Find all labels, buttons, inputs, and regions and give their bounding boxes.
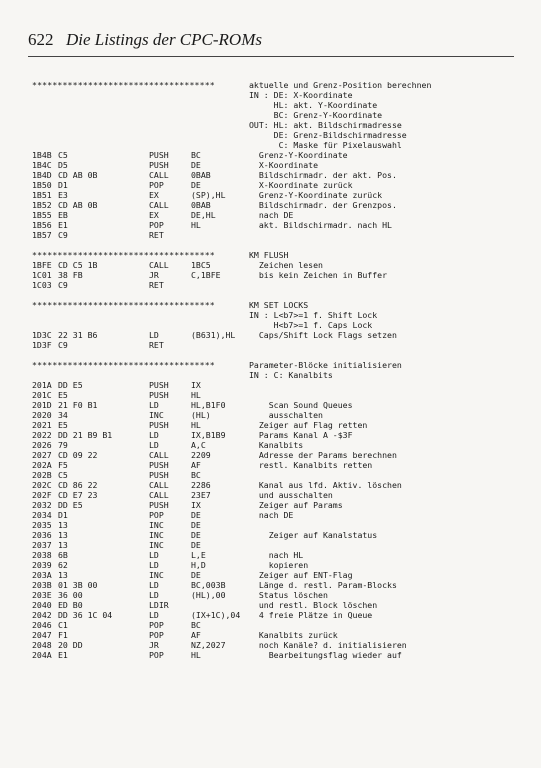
listing-line	[32, 390, 512, 400]
listing-line	[32, 630, 512, 640]
hex-bytes: 6B	[58, 550, 68, 560]
listing-line	[32, 490, 512, 500]
comment: ausschalten	[249, 410, 323, 420]
operand: BC	[191, 470, 201, 480]
hex-bytes: E1	[58, 650, 68, 660]
listing-line	[32, 360, 512, 370]
comment: und restl. Block löschen	[249, 600, 378, 610]
comment: akt. Bildschirmadr. nach HL	[249, 220, 392, 230]
comment: und ausschalten	[249, 490, 333, 500]
comment: Kanalbits zurück	[249, 630, 338, 640]
address: 203B	[32, 580, 52, 590]
mnemonic: LDIR	[149, 600, 169, 610]
hex-bytes: DD 21 B9 B1	[58, 430, 113, 440]
comment: Zeiger auf Params	[249, 500, 343, 510]
listing-line	[32, 110, 512, 120]
comment: H<b7>=1 f. Caps Lock	[249, 320, 373, 330]
hex-bytes: CD 86 22	[58, 480, 98, 490]
hex-bytes: 36 00	[58, 590, 83, 600]
address: 203A	[32, 570, 52, 580]
listing-line	[32, 170, 512, 180]
operand: IX	[191, 500, 201, 510]
operand: (IX+1C),04	[191, 610, 241, 620]
listing-line	[32, 240, 512, 250]
mnemonic: JR	[149, 640, 159, 650]
listing-line	[32, 610, 512, 620]
listing-line	[32, 190, 512, 200]
listing-line	[32, 470, 512, 480]
operand: (HL)	[191, 410, 211, 420]
mnemonic: EX	[149, 190, 159, 200]
address: 2036	[32, 530, 52, 540]
comment: Caps/Shift Lock Flags setzen	[249, 330, 397, 340]
mnemonic: RET	[149, 280, 164, 290]
hex-bytes: 21 F0 B1	[58, 400, 98, 410]
comment: Scan Sound Queues	[249, 400, 353, 410]
mnemonic: LD	[149, 560, 159, 570]
address: 1B57	[32, 230, 52, 240]
comment: Zeiger auf Flag retten	[249, 420, 368, 430]
mnemonic: POP	[149, 180, 164, 190]
address: 2034	[32, 510, 52, 520]
separator-stars: ************************************	[32, 80, 215, 90]
address: 2040	[32, 600, 52, 610]
separator-stars: ************************************	[32, 360, 215, 370]
hex-bytes: C1	[58, 620, 68, 630]
listing-line	[32, 320, 512, 330]
hex-bytes: EB	[58, 210, 68, 220]
hex-bytes: C5	[58, 150, 68, 160]
address: 2039	[32, 560, 52, 570]
operand: BC	[191, 620, 201, 630]
mnemonic: POP	[149, 650, 164, 660]
hex-bytes: 34	[58, 410, 68, 420]
listing-line	[32, 450, 512, 460]
listing-line	[32, 140, 512, 150]
address: 1C03	[32, 280, 52, 290]
comment: Status löschen	[249, 590, 328, 600]
listing-line	[32, 260, 512, 270]
comment: IN : L<b7>=1 f. Shift Lock	[249, 310, 378, 320]
operand: C,1BFE	[191, 270, 221, 280]
mnemonic: CALL	[149, 490, 169, 500]
listing-line	[32, 330, 512, 340]
listing-line	[32, 280, 512, 290]
operand: 1BC5	[191, 260, 211, 270]
listing-line	[32, 580, 512, 590]
listing-line	[32, 230, 512, 240]
comment: Kanalbits	[249, 440, 304, 450]
hex-bytes: F1	[58, 630, 68, 640]
hex-bytes: CD AB 0B	[58, 200, 98, 210]
comment: nach DE	[249, 510, 294, 520]
address: 1B50	[32, 180, 52, 190]
address: 201C	[32, 390, 52, 400]
operand: A,C	[191, 440, 206, 450]
operand: BC	[191, 150, 201, 160]
listing-line	[32, 460, 512, 470]
operand: DE	[191, 510, 201, 520]
hex-bytes: D5	[58, 160, 68, 170]
address: 202A	[32, 460, 52, 470]
comment: X-Koordinate zurück	[249, 180, 353, 190]
mnemonic: POP	[149, 630, 164, 640]
mnemonic: CALL	[149, 480, 169, 490]
hex-bytes: F5	[58, 460, 68, 470]
mnemonic: INC	[149, 410, 164, 420]
listing-line	[32, 150, 512, 160]
comment: bis kein Zeichen in Buffer	[249, 270, 388, 280]
mnemonic: POP	[149, 620, 164, 630]
operand: (HL),00	[191, 590, 226, 600]
listing-line	[32, 200, 512, 210]
mnemonic: LD	[149, 430, 159, 440]
hex-bytes: C9	[58, 340, 68, 350]
mnemonic: PUSH	[149, 470, 169, 480]
address: 2021	[32, 420, 52, 430]
address: 204A	[32, 650, 52, 660]
hex-bytes: CD E7 23	[58, 490, 98, 500]
address: 1B51	[32, 190, 52, 200]
header-rule	[28, 56, 514, 57]
comment: BC: Grenz-Y-Koordinate	[249, 110, 383, 120]
operand: HL	[191, 390, 201, 400]
comment: KM FLUSH	[249, 250, 289, 260]
comment: IN : DE: X-Koordinate	[249, 90, 353, 100]
mnemonic: INC	[149, 540, 164, 550]
listing-line	[32, 510, 512, 520]
address: 2042	[32, 610, 52, 620]
address: 1B4D	[32, 170, 52, 180]
listing-line	[32, 440, 512, 450]
hex-bytes: 20 DD	[58, 640, 83, 650]
address: 2038	[32, 550, 52, 560]
comment: 4 freie Plätze in Queue	[249, 610, 373, 620]
operand: IX	[191, 380, 201, 390]
hex-bytes: C9	[58, 280, 68, 290]
address: 2027	[32, 450, 52, 460]
comment: DE: Grenz-Bildschirmadresse	[249, 130, 407, 140]
separator-stars: ************************************	[32, 250, 215, 260]
listing-line	[32, 350, 512, 360]
address: 1B52	[32, 200, 52, 210]
listing-line	[32, 650, 512, 660]
operand: DE	[191, 570, 201, 580]
assembly-listing	[32, 80, 512, 660]
mnemonic: CALL	[149, 170, 169, 180]
listing-line	[32, 430, 512, 440]
listing-line	[32, 340, 512, 350]
listing-line	[32, 160, 512, 170]
hex-bytes: E3	[58, 190, 68, 200]
hex-bytes: ED B0	[58, 600, 83, 610]
listing-line	[32, 420, 512, 430]
comment: nach DE	[249, 210, 294, 220]
address: 2035	[32, 520, 52, 530]
operand: BC,003B	[191, 580, 226, 590]
address: 1B56	[32, 220, 52, 230]
hex-bytes: 13	[58, 540, 68, 550]
mnemonic: PUSH	[149, 390, 169, 400]
hex-bytes: E5	[58, 390, 68, 400]
hex-bytes: DD 36 1C 04	[58, 610, 113, 620]
listing-line	[32, 310, 512, 320]
address: 201D	[32, 400, 52, 410]
operand: 0BAB	[191, 170, 211, 180]
operand: 2209	[191, 450, 211, 460]
listing-line	[32, 540, 512, 550]
mnemonic: RET	[149, 340, 164, 350]
comment: Zeiger auf ENT-Flag	[249, 570, 353, 580]
listing-line	[32, 520, 512, 530]
comment: Zeiger auf Kanalstatus	[249, 530, 378, 540]
comment: aktuelle und Grenz-Position berechnen	[249, 80, 432, 90]
listing-line	[32, 500, 512, 510]
address: 1D3F	[32, 340, 52, 350]
comment: OUT: HL: akt. Bildschirmadresse	[249, 120, 402, 130]
hex-bytes: CD 09 22	[58, 450, 98, 460]
hex-bytes: 62	[58, 560, 68, 570]
operand: (SP),HL	[191, 190, 226, 200]
mnemonic: POP	[149, 510, 164, 520]
address: 2020	[32, 410, 52, 420]
operand: NZ,2027	[191, 640, 226, 650]
hex-bytes: E5	[58, 420, 68, 430]
address: 1C01	[32, 270, 52, 280]
address: 202C	[32, 480, 52, 490]
hex-bytes: C5	[58, 470, 68, 480]
address: 1D3C	[32, 330, 52, 340]
listing-line	[32, 220, 512, 230]
mnemonic: INC	[149, 520, 164, 530]
mnemonic: PUSH	[149, 500, 169, 510]
hex-bytes: E1	[58, 220, 68, 230]
listing-line	[32, 400, 512, 410]
listing-line	[32, 90, 512, 100]
address: 2046	[32, 620, 52, 630]
comment: KM SET LOCKS	[249, 300, 309, 310]
mnemonic: LD	[149, 330, 159, 340]
page-title: Die Listings der CPC-ROMs	[66, 30, 262, 49]
address: 2047	[32, 630, 52, 640]
operand: AF	[191, 630, 201, 640]
address: 1B55	[32, 210, 52, 220]
listing-line	[32, 180, 512, 190]
listing-line	[32, 290, 512, 300]
operand: HL	[191, 420, 201, 430]
address: 1BFE	[32, 260, 52, 270]
operand: DE,HL	[191, 210, 216, 220]
listing-line	[32, 300, 512, 310]
address: 2048	[32, 640, 52, 650]
comment: Länge d. restl. Param-Blocks	[249, 580, 397, 590]
comment: Bildschirmadr. der Grenzpos.	[249, 200, 397, 210]
comment: IN : C: Kanalbits	[249, 370, 333, 380]
operand: IX,B1B9	[191, 430, 226, 440]
mnemonic: CALL	[149, 450, 169, 460]
address: 201A	[32, 380, 52, 390]
listing-line	[32, 380, 512, 390]
separator-stars: ************************************	[32, 300, 215, 310]
comment: Adresse der Params berechnen	[249, 450, 397, 460]
comment: Bildschirmadr. der akt. Pos.	[249, 170, 397, 180]
page-header	[28, 30, 514, 52]
hex-bytes: CD AB 0B	[58, 170, 98, 180]
hex-bytes: 13	[58, 530, 68, 540]
operand: DE	[191, 540, 201, 550]
address: 2032	[32, 500, 52, 510]
comment: kopieren	[249, 560, 309, 570]
operand: DE	[191, 520, 201, 530]
hex-bytes: D1	[58, 180, 68, 190]
listing-line	[32, 210, 512, 220]
listing-line	[32, 250, 512, 260]
address: 202F	[32, 490, 52, 500]
operand: H,D	[191, 560, 206, 570]
mnemonic: RET	[149, 230, 164, 240]
listing-line	[32, 640, 512, 650]
operand: 0BAB	[191, 200, 211, 210]
comment: Grenz-Y-Koordinate	[249, 150, 348, 160]
listing-line	[32, 620, 512, 630]
hex-bytes: DD E5	[58, 500, 83, 510]
mnemonic: LD	[149, 590, 159, 600]
operand: AF	[191, 460, 201, 470]
operand: DE	[191, 180, 201, 190]
mnemonic: LD	[149, 610, 159, 620]
hex-bytes: DD E5	[58, 380, 83, 390]
mnemonic: LD	[149, 440, 159, 450]
mnemonic: EX	[149, 210, 159, 220]
operand: HL	[191, 220, 201, 230]
operand: DE	[191, 160, 201, 170]
listing-line	[32, 570, 512, 580]
listing-line	[32, 590, 512, 600]
mnemonic: PUSH	[149, 160, 169, 170]
hex-bytes: 22 31 B6	[58, 330, 98, 340]
mnemonic: CALL	[149, 200, 169, 210]
operand: DE	[191, 530, 201, 540]
comment: Grenz-Y-Koordinate zurück	[249, 190, 383, 200]
hex-bytes: CD C5 1B	[58, 260, 98, 270]
operand: HL	[191, 650, 201, 660]
mnemonic: PUSH	[149, 420, 169, 430]
address: 1B4B	[32, 150, 52, 160]
listing-line	[32, 550, 512, 560]
listing-line	[32, 80, 512, 90]
listing-line	[32, 130, 512, 140]
comment: Parameter-Blöcke initialisieren	[249, 360, 402, 370]
operand: 2286	[191, 480, 211, 490]
listing-line	[32, 530, 512, 540]
operand: (B631),HL	[191, 330, 236, 340]
mnemonic: LD	[149, 580, 159, 590]
listing-line	[32, 600, 512, 610]
hex-bytes: 38 FB	[58, 270, 83, 280]
comment: noch Kanäle? d. initialisieren	[249, 640, 407, 650]
listing-line	[32, 120, 512, 130]
mnemonic: CALL	[149, 260, 169, 270]
listing-line	[32, 370, 512, 380]
comment: HL: akt. Y-Koordinate	[249, 100, 378, 110]
hex-bytes: 13	[58, 570, 68, 580]
comment: C: Maske für Pixelauswahl	[249, 140, 402, 150]
page-number: 622	[28, 30, 54, 49]
mnemonic: POP	[149, 220, 164, 230]
comment: restl. Kanalbits retten	[249, 460, 373, 470]
address: 2022	[32, 430, 52, 440]
mnemonic: PUSH	[149, 380, 169, 390]
address: 202B	[32, 470, 52, 480]
address: 2026	[32, 440, 52, 450]
mnemonic: JR	[149, 270, 159, 280]
comment: Kanal aus lfd. Aktiv. löschen	[249, 480, 402, 490]
hex-bytes: D1	[58, 510, 68, 520]
listing-line	[32, 270, 512, 280]
listing-line	[32, 100, 512, 110]
hex-bytes: 79	[58, 440, 68, 450]
comment: Zeichen lesen	[249, 260, 323, 270]
operand: L,E	[191, 550, 206, 560]
comment: Params Kanal A -$3F	[249, 430, 353, 440]
mnemonic: PUSH	[149, 150, 169, 160]
mnemonic: INC	[149, 530, 164, 540]
address: 2037	[32, 540, 52, 550]
listing-line	[32, 560, 512, 570]
operand: 23E7	[191, 490, 211, 500]
hex-bytes: C9	[58, 230, 68, 240]
mnemonic: LD	[149, 550, 159, 560]
address: 1B4C	[32, 160, 52, 170]
mnemonic: LD	[149, 400, 159, 410]
operand: HL,B1F0	[191, 400, 226, 410]
listing-line	[32, 480, 512, 490]
listing-line	[32, 410, 512, 420]
mnemonic: PUSH	[149, 460, 169, 470]
comment: nach HL	[249, 550, 304, 560]
comment: Bearbeitungsflag wieder auf	[249, 650, 402, 660]
comment: X-Koordinate	[249, 160, 319, 170]
address: 203E	[32, 590, 52, 600]
mnemonic: INC	[149, 570, 164, 580]
hex-bytes: 13	[58, 520, 68, 530]
hex-bytes: 01 3B 00	[58, 580, 98, 590]
